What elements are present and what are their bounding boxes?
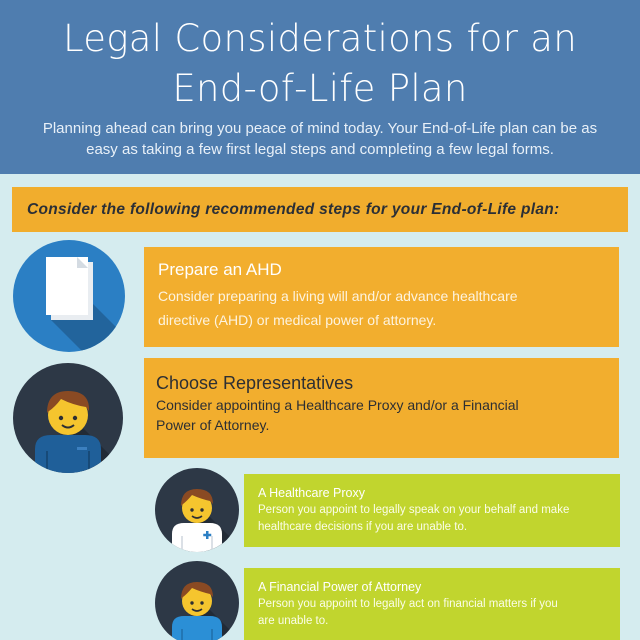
step-1-circle bbox=[13, 240, 125, 352]
subtitle-line-2: easy as taking a few first legal steps and completing a few legal forms. bbox=[86, 141, 554, 158]
document-icon bbox=[13, 240, 125, 352]
step-4-text-line-1: Person you appoint to legally act on financial matters if you bbox=[258, 598, 558, 610]
step-card-choose-representatives bbox=[144, 358, 619, 458]
person-blue-shirt-icon bbox=[155, 561, 239, 640]
step-1-text-line-2: directive (AHD) or medical power of attorney. bbox=[158, 312, 437, 328]
title-line-1: Legal Considerations for an bbox=[62, 17, 578, 60]
step-card-financial-power-of-attorney bbox=[244, 568, 620, 640]
step-3-title: A Healthcare Proxy bbox=[258, 486, 365, 500]
doctor-icon bbox=[155, 468, 239, 552]
step-3-circle bbox=[155, 468, 239, 552]
page-title bbox=[20, 14, 620, 114]
header bbox=[0, 0, 640, 174]
step-2-title: Choose Representatives bbox=[156, 373, 354, 393]
step-3-text-line-2: healthcare decisions if you are unable to. bbox=[258, 521, 468, 533]
step-2-text-line-1: Consider appointing a Healthcare Proxy and/or a Financial bbox=[156, 397, 519, 413]
step-1-text-line-1: Consider preparing a living will and/or advance healthcare bbox=[158, 288, 518, 304]
page-subtitle bbox=[20, 118, 620, 160]
step-3-text-line-1: Person you appoint to legally speak on your behalf and make bbox=[258, 504, 570, 516]
title-line-2: End-of-Life Plan bbox=[172, 67, 468, 110]
steps-banner: Consider the following recommended steps for your End-of-Life plan: bbox=[12, 187, 628, 232]
step-2-text-line-2: Power of Attorney. bbox=[156, 417, 270, 433]
step-card-prepare-ahd bbox=[144, 247, 619, 347]
person-icon bbox=[13, 363, 123, 473]
subtitle-line-1: Planning ahead can bring you peace of mind today. Your End-of-Life plan can be as bbox=[42, 120, 598, 137]
step-4-title: A Financial Power of Attorney bbox=[258, 580, 422, 594]
step-1-title: Prepare an AHD bbox=[158, 260, 282, 279]
step-2-circle bbox=[13, 363, 123, 473]
step-card-healthcare-proxy bbox=[244, 474, 620, 547]
step-4-circle bbox=[155, 561, 239, 640]
step-4-text-line-2: are unable to. bbox=[258, 615, 329, 627]
